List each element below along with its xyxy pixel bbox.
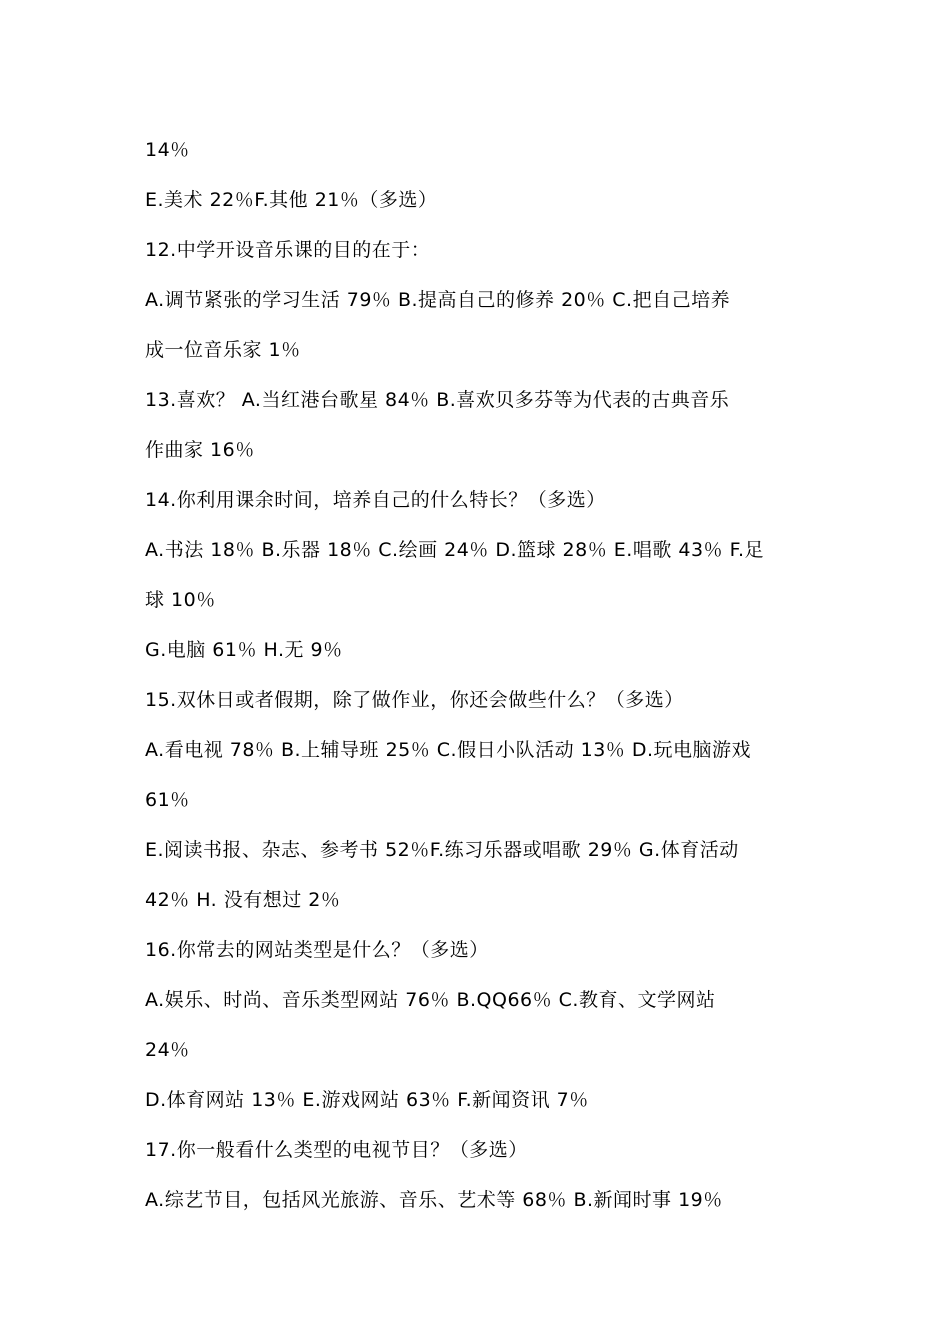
text-line: A.调节紧张的学习生活 79％ B.提高自己的修养 20％ C.把自己培养 — [145, 289, 731, 311]
text-line: A.书法 18％ B.乐器 18％ C.绘画 24％ D.篮球 28％ E.唱歌 43％ F.足 — [145, 539, 764, 561]
text-line: 61％ — [145, 789, 190, 811]
text-line: 24％ — [145, 1039, 190, 1061]
text-line: 42％ H. 没有想过 2％ — [145, 889, 341, 911]
text-line: A.综艺节目，包括风光旅游、音乐、艺术等 68％ B.新闻时事 19％ — [145, 1189, 723, 1211]
text-line: A.娱乐、时尚、音乐类型网站 76％ B.QQ66％ C.教育、文学网站 — [145, 989, 716, 1011]
question-17: 17.你一般看什么类型的电视节目？（多选） — [145, 1139, 528, 1161]
question-12: 12.中学开设音乐课的目的在于： — [145, 239, 431, 261]
question-15: 15.双休日或者假期，除了做作业，你还会做些什么？（多选） — [145, 689, 684, 711]
text-line: E.美术 22％F.其他 21％（多选） — [145, 189, 438, 211]
text-line: 球 10％ — [145, 589, 216, 611]
question-16: 16.你常去的网站类型是什么？（多选） — [145, 939, 489, 961]
text-line: G.电脑 61％ H.无 9％ — [145, 639, 343, 661]
text-line: A.看电视 78％ B.上辅导班 25％ C.假日小队活动 13％ D.玩电脑游戏 — [145, 739, 752, 761]
question-13: 13.喜欢？ A.当红港台歌星 84％ B.喜欢贝多芬等为代表的古典音乐 — [145, 389, 730, 411]
document-body — [145, 125, 810, 1225]
text-line: D.体育网站 13％ E.游戏网站 63％ F.新闻资讯 7％ — [145, 1089, 589, 1111]
text-line: E.阅读书报、杂志、参考书 52％F.练习乐器或唱歌 29％ G.体育活动 — [145, 839, 739, 861]
text-line: 14％ — [145, 139, 190, 161]
text-line: 成一位音乐家 1％ — [145, 339, 301, 361]
text-line: 作曲家 16％ — [145, 439, 255, 461]
question-14: 14.你利用课余时间，培养自己的什么特长？（多选） — [145, 489, 606, 511]
